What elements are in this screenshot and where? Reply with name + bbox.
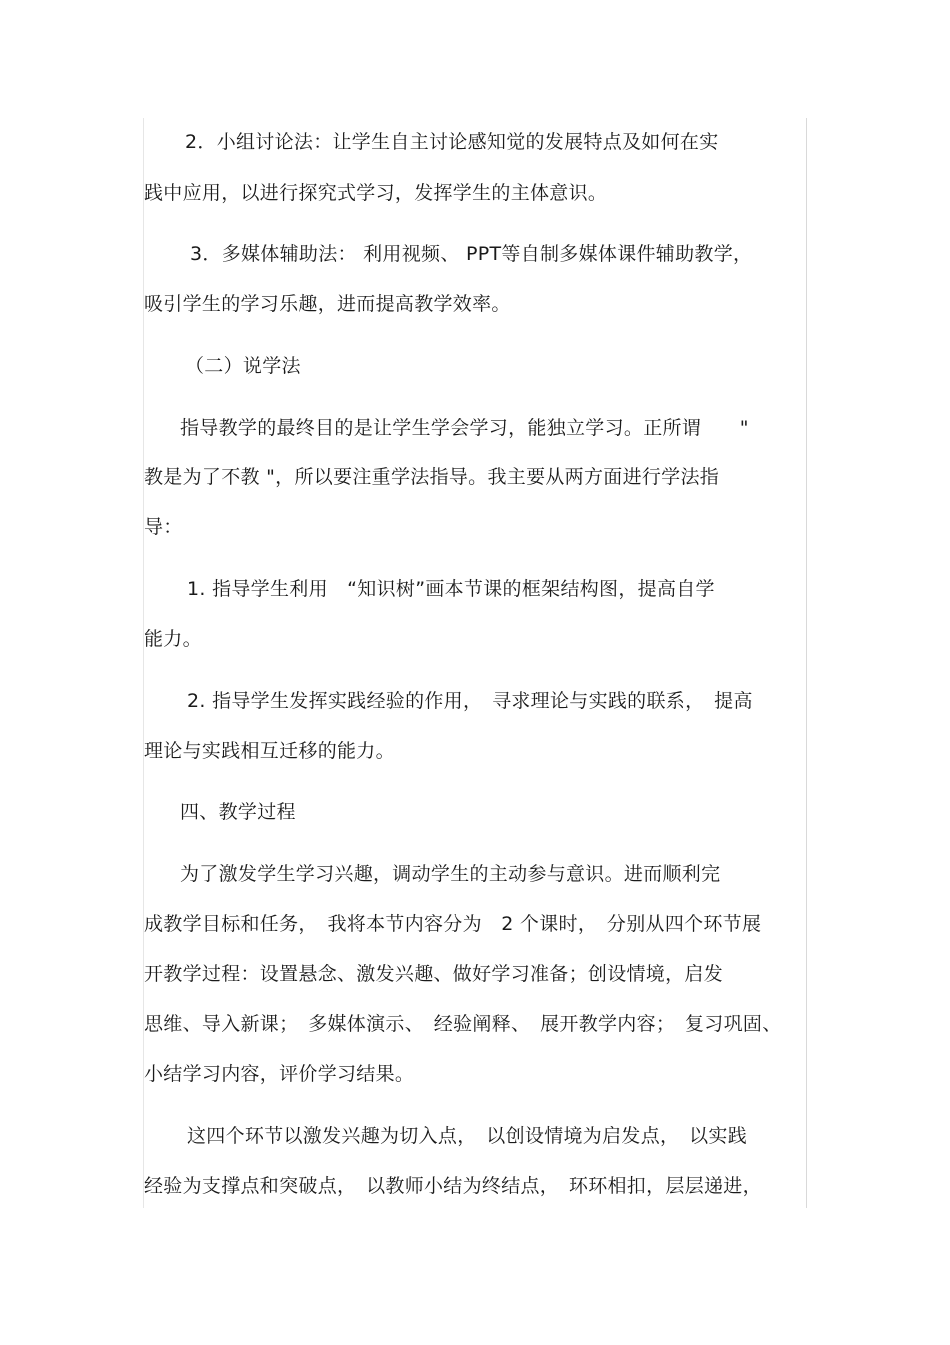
paragraph-line: 小结学习内容，评价学习结果。 (144, 1063, 415, 1085)
paragraph-line: 理论与实践相互迁移的能力。 (144, 740, 395, 762)
section-heading: （二）说学法 (185, 355, 301, 377)
page-border-right (806, 118, 807, 1208)
paragraph-line: 导： (144, 516, 183, 538)
paragraph-line: 践中应用，以进行探究式学习，发挥学生的主体意识。 (144, 182, 608, 204)
paragraph-line: 指导教学的最终目的是让学生学会学习，能独立学习。正所谓 " (180, 417, 749, 439)
list-item: 2. 指导学生发挥实践经验的作用， 寻求理论与实践的联系， 提高 (187, 690, 753, 712)
paragraph-line: 经验为支撑点和突破点， 以教师小结为终结点， 环环相扣，层层递进， (144, 1175, 762, 1197)
paragraph-line: 这四个环节以激发兴趣为切入点， 以创设情境为启发点， 以实践 (187, 1125, 748, 1147)
paragraph-line: 能力。 (144, 628, 202, 650)
page-border-left (143, 118, 144, 1208)
paragraph-line: 为了激发学生学习兴趣，调动学生的主动参与意识。进而顺利完 (180, 863, 721, 885)
paragraph-line: 吸引学生的学习乐趣，进而提高教学效率。 (144, 293, 511, 315)
paragraph-line: 教是为了不教 "，所以要注重学法指导。我主要从两方面进行学法指 (144, 466, 720, 488)
section-heading: 四、教学过程 (180, 801, 296, 823)
paragraph-line: 3．多媒体辅助法： 利用视频、 PPT等自制多媒体课件辅助教学， (190, 243, 753, 265)
list-item: 1. 指导学生利用 “知识树”画本节课的框架结构图，提高自学 (187, 578, 715, 600)
paragraph-line: 2．小组讨论法：让学生自主讨论感知觉的发展特点及如何在实 (185, 131, 719, 153)
paragraph-line: 开教学过程：设置悬念、激发兴趣、做好学习准备；创设情境，启发 (144, 963, 724, 985)
paragraph-line: 思维、导入新课； 多媒体演示、 经验阐释、 展开教学内容； 复习巩固、 (144, 1013, 782, 1035)
paragraph-line: 成教学目标和任务， 我将本节内容分为 2 个课时， 分别从四个环节展 (144, 913, 762, 935)
